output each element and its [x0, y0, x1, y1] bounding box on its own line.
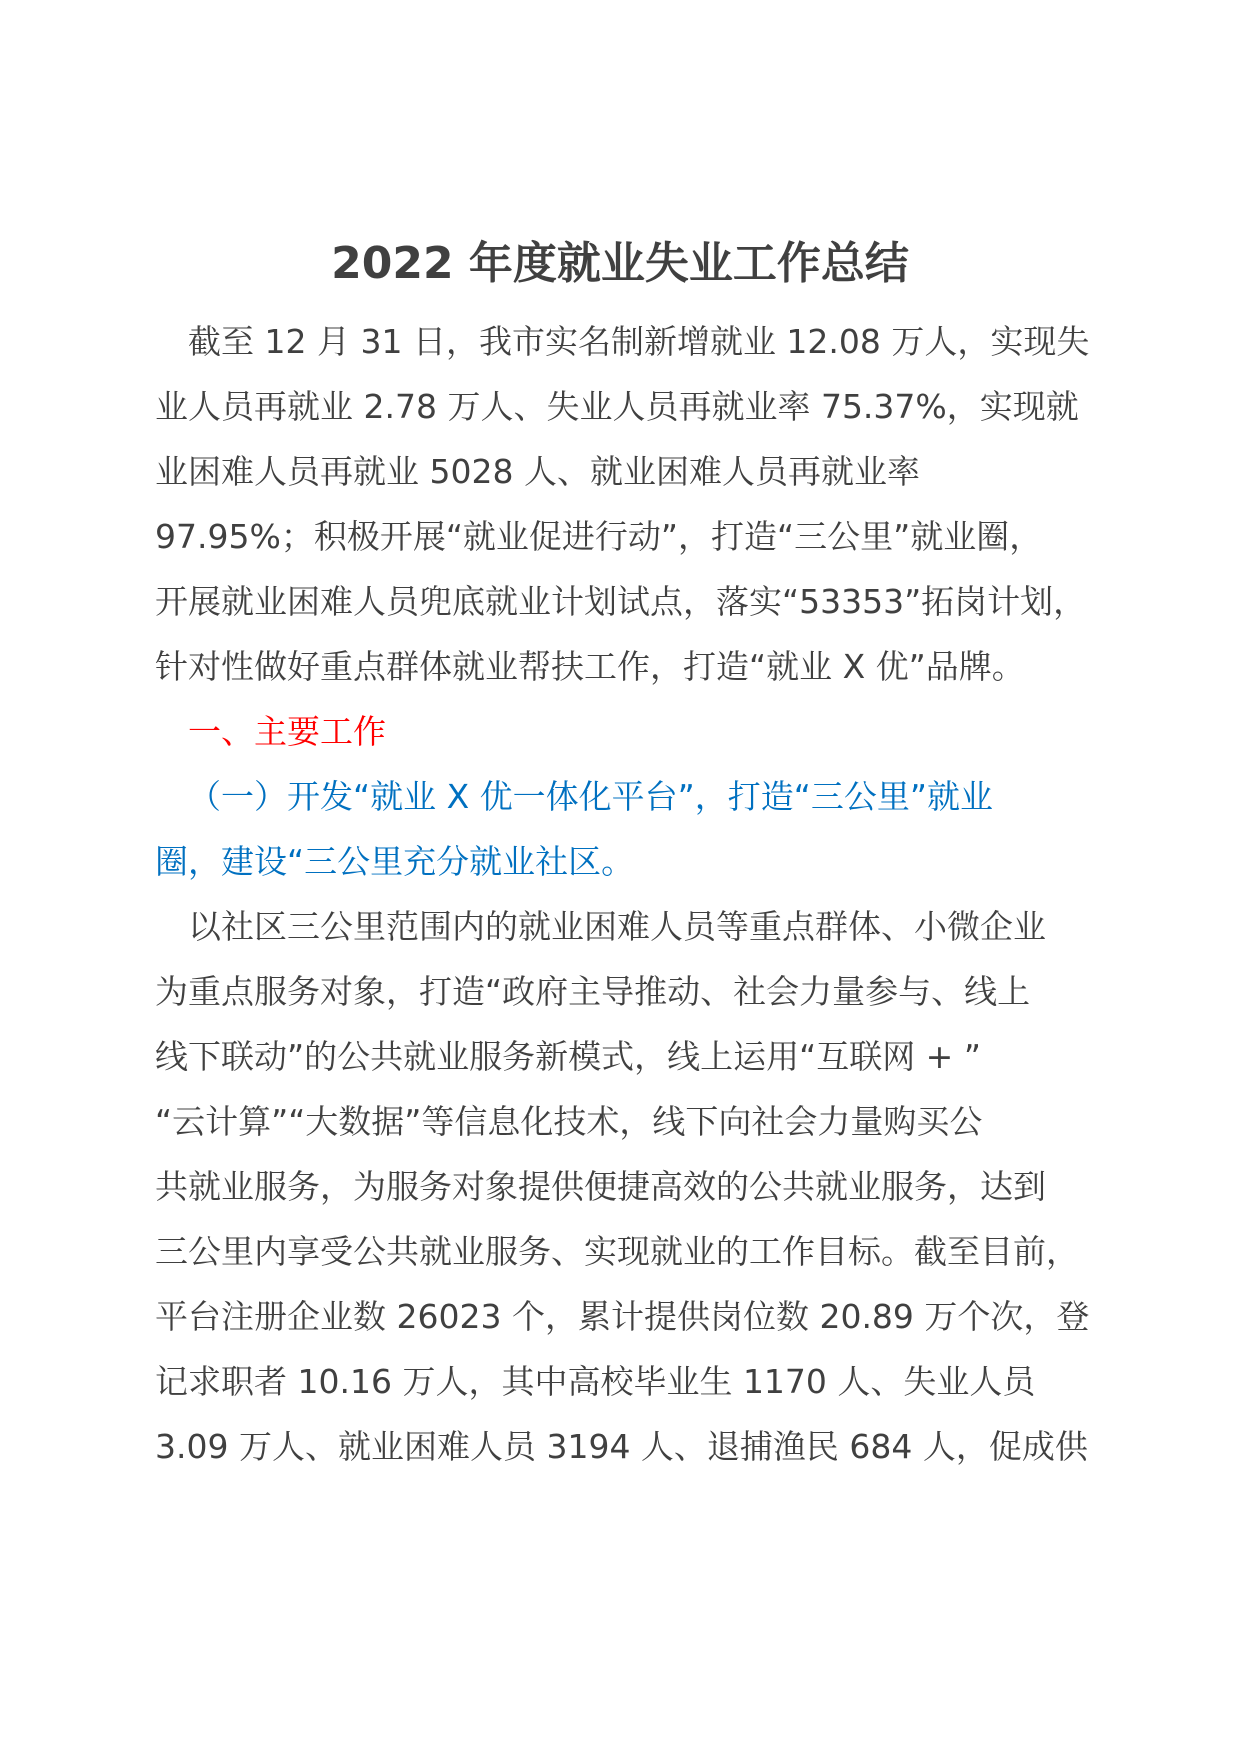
paragraph-2-line-8: 记求职者 10.16 万人，其中高校毕业生 1170 人、失业人员	[155, 1362, 1036, 1401]
paragraph-2-line-4: “云计算”“大数据”等信息化技术，线下向社会力量购买公	[155, 1102, 983, 1141]
paragraph-1-line-5: 开展就业困难人员兜底就业计划试点，落实“53353”拓岗计划，	[155, 582, 1087, 621]
paragraph-1-line-1: 截至 12 月 31 日，我市实名制新增就业 12.08 万人，实现失	[188, 322, 1090, 361]
section-heading-main-work: 一、主要工作	[188, 712, 386, 751]
paragraph-2-line-2: 为重点服务对象，打造“政府主导推动、社会力量参与、线上	[155, 972, 1031, 1011]
paragraph-2-line-7: 平台注册企业数 26023 个，累计提供岗位数 20.89 万个次，登	[155, 1297, 1090, 1336]
paragraph-2-line-6: 三公里内享受公共就业服务、实现就业的工作目标。截至目前，	[155, 1232, 1079, 1271]
paragraph-2-line-9: 3.09 万人、就业困难人员 3194 人、退捕渔民 684 人，促成供	[155, 1427, 1088, 1466]
subsection-heading-1-line-2: 圈，建设“三公里充分就业社区。	[155, 842, 635, 881]
paragraph-1-line-3: 业困难人员再就业 5028 人、就业困难人员再就业率	[155, 452, 920, 491]
paragraph-1-line-6: 针对性做好重点群体就业帮扶工作，打造“就业 X 优”品牌。	[155, 647, 1025, 686]
paragraph-2-line-1: 以社区三公里范围内的就业困难人员等重点群体、小微企业	[188, 907, 1046, 946]
subsection-heading-1-line-1: （一）开发“就业 X 优一体化平台”，打造“三公里”就业	[188, 777, 993, 816]
paragraph-2-line-5: 共就业服务，为服务对象提供便捷高效的公共就业服务，达到	[155, 1167, 1046, 1206]
paragraph-1-line-4: 97.95%；积极开展“就业促进行动”，打造“三公里”就业圈，	[155, 517, 1043, 556]
document-title: 2022 年度就业失业工作总结	[331, 238, 909, 289]
paragraph-2-line-3: 线下联动”的公共就业服务新模式，线上运用“互联网 + ”	[155, 1037, 981, 1076]
paragraph-1-line-2: 业人员再就业 2.78 万人、失业人员再就业率 75.37%，实现就	[155, 387, 1079, 426]
